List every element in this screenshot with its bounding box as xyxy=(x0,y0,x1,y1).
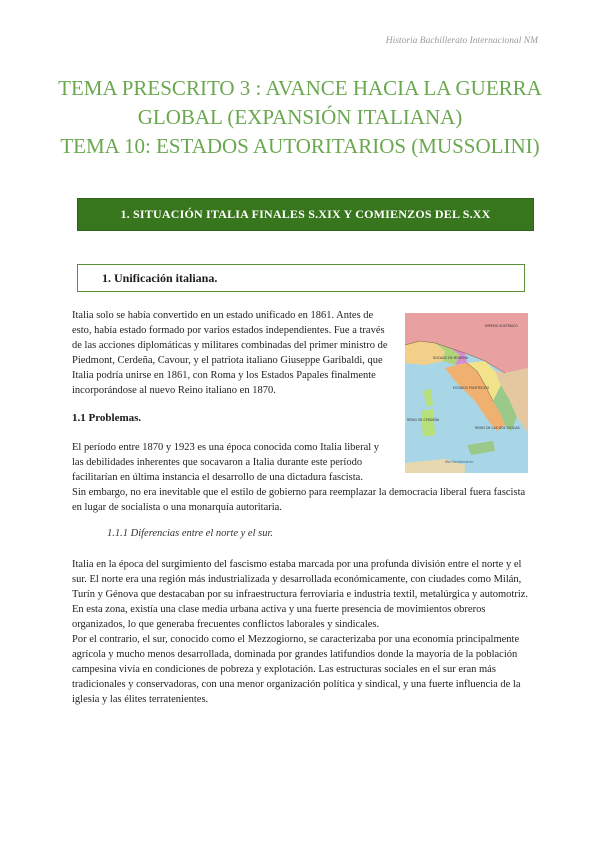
title-line-1: TEMA PRESCRITO 3 : AVANCE HACIA LA GUERRA xyxy=(58,76,542,100)
section-heading-bar xyxy=(77,198,534,231)
header-course-note: Historia Bachillerato Internacional NM xyxy=(385,36,538,46)
paragraph-south: Por el contrario, el sur, conocido como el Mezzogiorno, se caracterizaba por una economía principalmente agrícola y mucho menos desarrollada, dominada por grandes latifundios donde la mayoría de la población campesina vivía en condiciones de pobreza y explotación. Las estructuras sociales en el sur eran más tradicionales y conservadoras, con una menor organización política y sindical, y una fuerte influencia de la iglesia y las élites terratenientes. xyxy=(72,634,521,705)
map-label-modena: DUCADO DE MÓDENA xyxy=(433,356,468,360)
map-label-sardinia: REINO DE CERDEÑA xyxy=(407,418,440,422)
subsection-heading-box xyxy=(77,264,525,292)
paragraph-liberal-italy: El período entre 1870 y 1923 es una época conocida como Italia liberal y las debilidades inherentes que socavaron a Italia durante este período facilitarían en última instancia el desarrollo de una dictadura fascista. xyxy=(72,442,380,483)
map-label-papal: ESTADOS PONTIFICIOS xyxy=(453,386,490,390)
map-label-sea: Mar Mediterráneo xyxy=(445,460,474,464)
paragraph-not-inevitable: Sin embargo, no era inevitable que el estilo de gobierno para reemplazar la democracia liberal fuera fascista en lugar de socialista o una monarquía autoritaria. xyxy=(72,487,526,513)
italy-map-illustration xyxy=(405,313,528,473)
map-label-austria: IMPERIO AUSTRÍACO xyxy=(485,324,518,328)
italy-map-image xyxy=(405,313,528,473)
paragraph-unification: Italia solo se había convertido en un estado unificado en 1861. Antes de esto, había estado formado por varios estados independientes. Fue a través de las acciones diplomáticas y militares combinadas del primer ministro de Piedmont, Cerdeña, Cavour, y el patriota italiano Giuseppe Garibaldi, que Italia podría unirse en 1861, con Roma y los Estados Papales finalmente incorporándose al nuevo Reino italiano en 1870. xyxy=(72,310,388,396)
map-label-two-sicilies: REINO DE LAS DOS SICILIAS xyxy=(475,426,520,430)
title-line-2: GLOBAL (EXPANSIÓN ITALIANA) xyxy=(137,105,463,129)
heading-problemas: 1.1 Problemas. xyxy=(72,412,142,424)
section-heading-label: 1. SITUACIÓN ITALIA FINALES S.XIX Y COMIENZOS DEL S.XX xyxy=(120,207,491,221)
title-line-3: TEMA 10: ESTADOS AUTORITARIOS (MUSSOLINI) xyxy=(60,134,540,158)
subsection-heading-label: 1. Unificación italiana. xyxy=(102,270,218,285)
heading-north-south: 1.1.1 Diferencias entre el norte y el sur. xyxy=(107,528,274,539)
paragraph-north: Italia en la época del surgimiento del fascismo estaba marcada por una profunda división entre el norte y el sur. El norte era una región más industrializada y desarrollada económicamente, con ciudades como Milán, Turín y Génova que destacaban por su infraestructura ferroviaria e industria textil, metalúrgica y automotriz. En esta zona, existía una clase media urbana activa y una fuerte presencia de movimientos obreros organizados, lo que generaba frecuentes conflictos laborales y sindicales. xyxy=(72,559,529,630)
document-title xyxy=(40,74,560,161)
